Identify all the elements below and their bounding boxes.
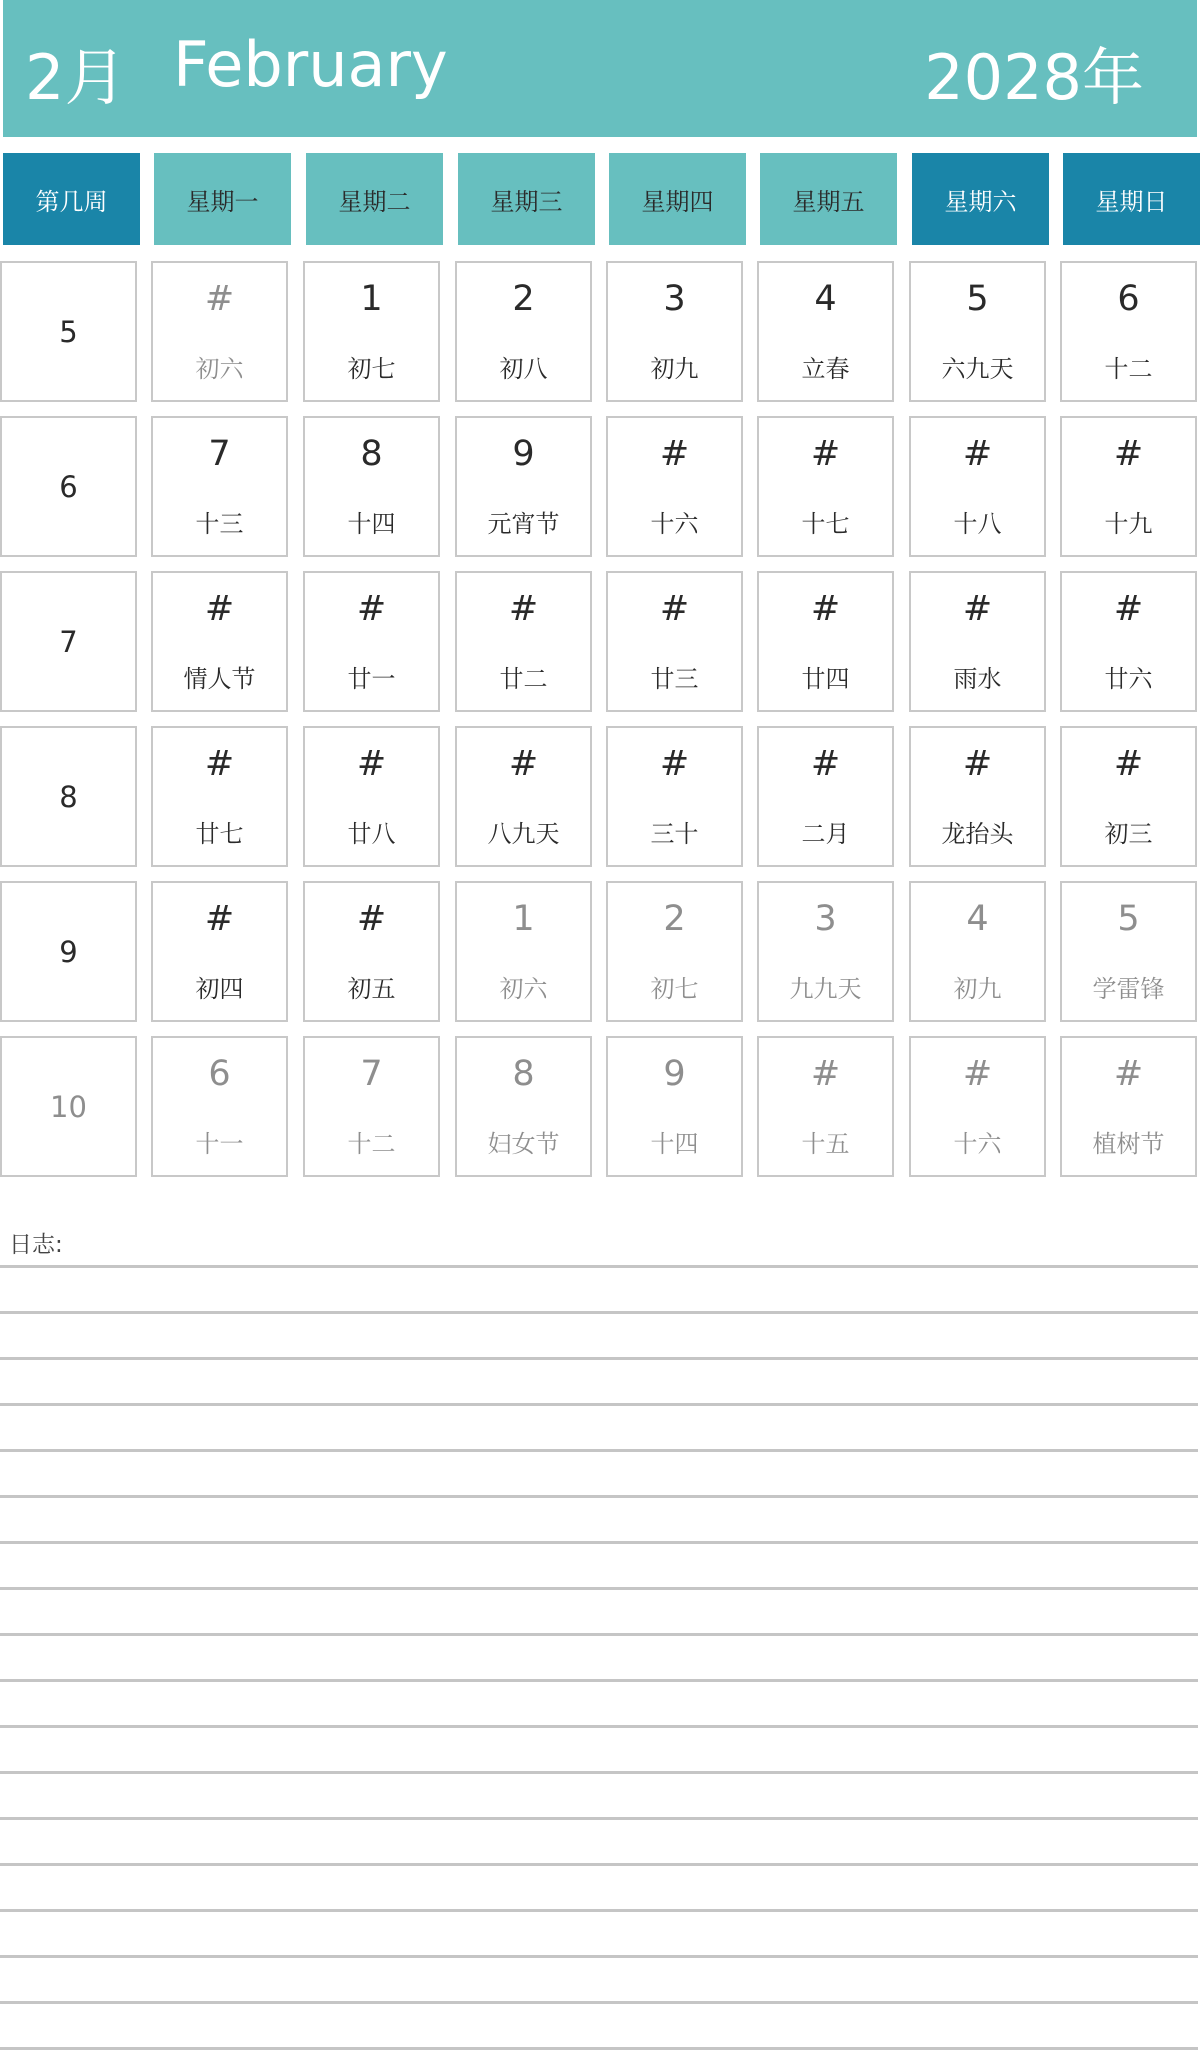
day-cell[interactable] xyxy=(455,571,592,712)
log-line xyxy=(0,1449,1198,1452)
log-line xyxy=(0,2001,1198,2004)
day-cell[interactable] xyxy=(1060,416,1197,557)
day-cell[interactable] xyxy=(606,1036,743,1177)
day-cell[interactable] xyxy=(606,881,743,1022)
log-line xyxy=(0,2047,1198,2050)
day-cell[interactable] xyxy=(757,261,894,402)
day-number: # xyxy=(356,744,387,784)
day-number: # xyxy=(204,899,235,939)
day-number: 6 xyxy=(208,1054,231,1094)
day-number: 7 xyxy=(360,1054,383,1094)
day-cell[interactable] xyxy=(909,416,1046,557)
lunar-date: 廿一 xyxy=(347,665,396,693)
log-line xyxy=(0,1265,1198,1268)
day-cell[interactable] xyxy=(303,261,440,402)
day-number: # xyxy=(962,1054,993,1094)
log-line xyxy=(0,1817,1198,1820)
day-number: # xyxy=(1113,589,1144,629)
lunar-date: 十五 xyxy=(801,1130,850,1158)
log-line xyxy=(0,1771,1198,1774)
day-number: # xyxy=(1113,434,1144,474)
day-cell[interactable] xyxy=(1060,261,1197,402)
day-cell[interactable] xyxy=(606,726,743,867)
day-number: # xyxy=(356,589,387,629)
log-line xyxy=(0,1541,1198,1544)
month-chinese: 2月 xyxy=(25,41,127,114)
day-number: # xyxy=(659,744,690,784)
day-cell[interactable] xyxy=(606,261,743,402)
day-number: # xyxy=(810,744,841,784)
day-cell[interactable] xyxy=(1060,881,1197,1022)
lunar-date: 十九 xyxy=(1104,510,1153,538)
day-number: # xyxy=(962,589,993,629)
day-cell[interactable] xyxy=(151,416,288,557)
week-number-cell: 6 xyxy=(0,416,137,557)
day-cell[interactable] xyxy=(757,1036,894,1177)
day-cell[interactable] xyxy=(455,1036,592,1177)
lunar-date: 初七 xyxy=(650,975,699,1003)
week-number-cell: 7 xyxy=(0,571,137,712)
day-number: 5 xyxy=(1117,899,1140,939)
lunar-date: 植树节 xyxy=(1092,1130,1165,1158)
lunar-date: 廿四 xyxy=(801,665,850,693)
day-number: 8 xyxy=(360,434,383,474)
day-cell[interactable] xyxy=(455,881,592,1022)
lunar-date: 廿七 xyxy=(195,820,244,848)
week-number-header: 第几周 xyxy=(3,153,140,245)
lunar-date: 十二 xyxy=(347,1130,396,1158)
day-cell[interactable] xyxy=(151,726,288,867)
year-label: 2028年 xyxy=(924,41,1144,114)
lunar-date: 廿三 xyxy=(650,665,699,693)
lunar-date: 十四 xyxy=(347,510,396,538)
day-cell[interactable] xyxy=(1060,726,1197,867)
lunar-date: 初五 xyxy=(347,975,396,1003)
day-cell[interactable] xyxy=(303,881,440,1022)
lunar-date: 初三 xyxy=(1104,820,1153,848)
log-line xyxy=(0,1357,1198,1360)
lunar-date: 立春 xyxy=(801,355,850,383)
day-cell[interactable] xyxy=(909,571,1046,712)
lunar-date: 廿六 xyxy=(1104,665,1153,693)
day-number: # xyxy=(1113,1054,1144,1094)
week-number-cell: 10 xyxy=(0,1036,137,1177)
log-line xyxy=(0,1725,1198,1728)
day-cell[interactable] xyxy=(606,416,743,557)
log-line xyxy=(0,1955,1198,1958)
day-cell[interactable] xyxy=(1060,1036,1197,1177)
day-number: # xyxy=(962,434,993,474)
day-cell[interactable] xyxy=(757,881,894,1022)
day-number: 2 xyxy=(512,279,535,319)
weekday-header-sat: 星期六 xyxy=(912,153,1049,245)
log-line xyxy=(0,1633,1198,1636)
weekday-header-thu: 星期四 xyxy=(609,153,746,245)
lunar-date: 二月 xyxy=(801,820,850,848)
lunar-date: 十七 xyxy=(801,510,850,538)
lunar-date: 八九天 xyxy=(487,820,560,848)
week-number-cell: 5 xyxy=(0,261,137,402)
lunar-date: 十一 xyxy=(195,1130,244,1158)
day-cell[interactable] xyxy=(757,571,894,712)
day-cell[interactable] xyxy=(606,571,743,712)
month-english: February xyxy=(173,28,448,101)
lunar-date: 十四 xyxy=(650,1130,699,1158)
lunar-date: 初九 xyxy=(650,355,699,383)
lunar-date: 廿八 xyxy=(347,820,396,848)
lunar-date: 初九 xyxy=(953,975,1002,1003)
week-number-cell: 9 xyxy=(0,881,137,1022)
lunar-date: 初六 xyxy=(195,355,244,383)
day-number: 4 xyxy=(814,279,837,319)
day-number: # xyxy=(962,744,993,784)
log-line xyxy=(0,1587,1198,1590)
day-cell[interactable] xyxy=(757,416,894,557)
day-number: # xyxy=(659,589,690,629)
day-cell[interactable] xyxy=(455,726,592,867)
day-cell[interactable] xyxy=(151,261,288,402)
lunar-date: 三十 xyxy=(650,820,699,848)
day-number: 6 xyxy=(1117,279,1140,319)
day-cell[interactable] xyxy=(1060,571,1197,712)
day-number: # xyxy=(204,589,235,629)
day-number: # xyxy=(204,744,235,784)
day-number: # xyxy=(204,279,235,319)
day-cell[interactable] xyxy=(455,416,592,557)
lunar-date: 廿二 xyxy=(499,665,548,693)
day-cell[interactable] xyxy=(909,881,1046,1022)
lunar-date: 情人节 xyxy=(183,665,256,693)
lunar-date: 雨水 xyxy=(953,665,1002,693)
weekday-header-sun: 星期日 xyxy=(1063,153,1200,245)
day-cell[interactable] xyxy=(757,726,894,867)
day-cell[interactable] xyxy=(303,726,440,867)
lunar-date: 初七 xyxy=(347,355,396,383)
day-number: # xyxy=(356,899,387,939)
day-cell[interactable] xyxy=(151,881,288,1022)
day-number: 8 xyxy=(512,1054,535,1094)
lunar-date: 元宵节 xyxy=(487,510,560,538)
day-number: # xyxy=(1113,744,1144,784)
day-number: 2 xyxy=(663,899,686,939)
day-number: 9 xyxy=(512,434,535,474)
lunar-date: 妇女节 xyxy=(487,1130,560,1158)
weekday-header-mon: 星期一 xyxy=(154,153,291,245)
day-cell[interactable] xyxy=(303,1036,440,1177)
day-cell[interactable] xyxy=(303,416,440,557)
log-line xyxy=(0,1403,1198,1406)
day-cell[interactable] xyxy=(303,571,440,712)
lunar-date: 初八 xyxy=(499,355,548,383)
day-number: 1 xyxy=(360,279,383,319)
lunar-date: 学雷锋 xyxy=(1092,975,1165,1003)
day-number: 7 xyxy=(208,434,231,474)
lunar-date: 十八 xyxy=(953,510,1002,538)
day-cell[interactable] xyxy=(909,261,1046,402)
day-number: 3 xyxy=(663,279,686,319)
week-number-cell: 8 xyxy=(0,726,137,867)
day-number: 9 xyxy=(663,1054,686,1094)
day-number: 5 xyxy=(966,279,989,319)
lunar-date: 龙抬头 xyxy=(941,820,1014,848)
lunar-date: 九九天 xyxy=(789,975,862,1003)
log-label: 日志: xyxy=(9,1232,63,1258)
weekday-header-wed: 星期三 xyxy=(458,153,595,245)
log-line xyxy=(0,1863,1198,1866)
lunar-date: 六九天 xyxy=(941,355,1014,383)
day-number: # xyxy=(810,1054,841,1094)
log-line xyxy=(0,1311,1198,1314)
day-number: 1 xyxy=(512,899,535,939)
day-number: # xyxy=(508,589,539,629)
day-cell[interactable] xyxy=(909,1036,1046,1177)
log-line xyxy=(0,1679,1198,1682)
lunar-date: 十二 xyxy=(1104,355,1153,383)
day-cell[interactable] xyxy=(455,261,592,402)
log-line xyxy=(0,1495,1198,1498)
lunar-date: 十三 xyxy=(195,510,244,538)
calendar-header xyxy=(3,0,1197,137)
lunar-date: 初四 xyxy=(195,975,244,1003)
day-number: # xyxy=(659,434,690,474)
log-line xyxy=(0,1909,1198,1912)
day-number: 3 xyxy=(814,899,837,939)
day-number: # xyxy=(810,434,841,474)
day-number: 4 xyxy=(966,899,989,939)
day-number: # xyxy=(508,744,539,784)
day-cell[interactable] xyxy=(909,726,1046,867)
day-number: # xyxy=(810,589,841,629)
weekday-header-fri: 星期五 xyxy=(760,153,897,245)
day-cell[interactable] xyxy=(151,571,288,712)
lunar-date: 初六 xyxy=(499,975,548,1003)
lunar-date: 十六 xyxy=(650,510,699,538)
weekday-header-tue: 星期二 xyxy=(306,153,443,245)
day-cell[interactable] xyxy=(151,1036,288,1177)
lunar-date: 十六 xyxy=(953,1130,1002,1158)
